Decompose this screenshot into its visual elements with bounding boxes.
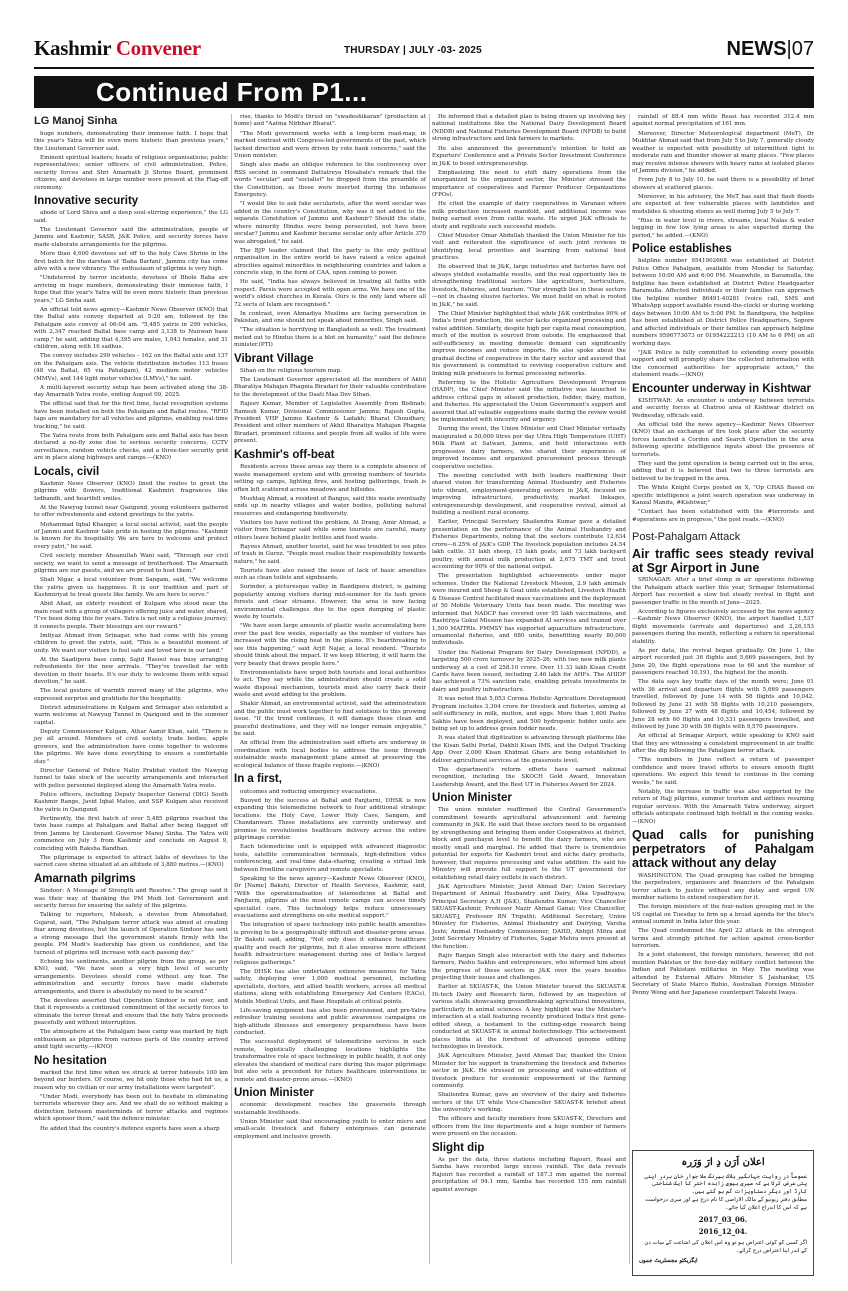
paragraph: The successful deployment of telemedicine services in such remote, logistically challenging locations highlights the transformative role of space technology in public health, it not only elevates the standard of medical care during this major pilgrimage but also sets a precedent for future healthcare interventions in remote and disaster-prone areas.—(KNO) [234, 1039, 426, 1083]
paragraph: Union Minister said that encouraging youth to enter micro and small-scale livestock and fishery enterprises can generate employment and inclusive growth. [234, 1118, 426, 1140]
paragraph: Rajeev Kumar, Member of Legislative Assembly from Bishnah; Ramesh Kumar, Divisional Commissioner Jammu; Rajesh Gupta, President VHP Jammu Kashmir & Ladakh; Bharat Choudhary, President and other members of Akhil Bharatiya Mahajan Phagnia Biradari, prominent citizens and people from all walks of life were present. [234, 401, 426, 445]
paragraph: He added that the country's defence exports have seen a sharp [40, 1125, 220, 1132]
paragraph: "Rise in water level in rivers, streams, local Nalas & water logging in few low lying areas is also expected during the period," he added.—(KNO) [632, 217, 814, 239]
paragraph: An official from the administration said efforts are underway in coordination with local bodies to address the issue through sustainable waste management plans aimed at preserving the ecological balance of these fragile regions.—(KNO) [234, 740, 426, 769]
paragraph: Earlier at SKUAST-K, the Union Minister toured the SKUAST-K Hi-tech Dairy and Research farm, followed by an inspection of various stalls showcasing groundbreaking agricultural innovations, particularly in animal sciences. A key highlight was the Minister's interaction at a stall featuring recently produced India's first gene-edited sheep, a testament to the cutting-edge research being conducted at SKUAST-K in animal biotechnology. This achievement places India at the forefront of advanced genome editing technologies in livestock. [432, 984, 626, 1051]
dateline: THURSDAY | JULY -03- 2025 [344, 45, 482, 56]
paragraph: "J&K Police is fully committed to extending every possible support and will promptly share the collected information with the concerned authorities for appropriate action," the statement reads.—(KNO) [632, 349, 814, 379]
paragraph: The Chief Minister highlighted that while J&K contributes 90% of India's trout production, the sector lacks organized processing and value addition. Similarly, despite high per capita meat consumption, much of the mutton is sourced from outside. He emphasized that self-sufficiency in meeting domestic demand can significantly improve incomes and reduce imports. He also spoke about the gradual decline of cooperatives in the dairy sector and assured that his government is committed to reviving cooperative culture and linking milk producers to formal processing networks. [432, 310, 626, 377]
paragraph: Tourists have also raised the issue of lack of basic amenities such as clean toilets and signboards. [234, 567, 426, 582]
public-notice [632, 1150, 814, 1276]
paragraph: Singh also made an oblique reference to the controversy over RSS second in command Dattatreya Hosabale's remark that the words "secular" and "socialist" be dropped from the preamble of the Constitution, as those were inserted during the infamous Emergency. [234, 162, 426, 199]
story-headline: Slight dip [432, 1141, 485, 1154]
paragraph: Civil society member Ahsanullah Wani said, "Through our civil society, we want to send a message of brotherhood. The Amarnath pilgrims are our guests, and we are proud to host them." [34, 553, 228, 574]
paragraph: Buoyed by the success at Baltal and Panjtarni, DHSK is now expanding this telemedicine network to four additional strategic locations: the Holy Cave, Lower Holy Cave, Sangam, and Chandanwari. These installations are currently underway and promise to revolutionise healthcare delivery across the entire pilgrimage corridor. [234, 797, 426, 842]
paragraph: Pertinently, the first batch of over 5,485 pilgrims reached the twin base camps at Pahalgam and Baltal after being flagged off from Jammu by Lieutenant Governor Manoj Sinha. The Yatra will commence on July 3 from Kashmir and conclude on August 9, coinciding with Raksha Bandhan. [34, 815, 228, 852]
paragraph: The data says key traffic days of the month were; June 01 with 36 arrival and departure flights with 5,669 passengers travelled, followed by June 14 with 58 flights and 10,042, followed by June 21 with 58 flights with 10,210 passengers, followed by June 27 with 48 flights and 10,454, followed by June 28 with 60 flights and 10,331 passengers travelled, and followed by June 30 with 56 flights with 9,570 passengers. [632, 679, 814, 731]
paragraph: J&K Agriculture Minister, Javid Ahmad Dar; Union Secretary Department of Animal Husbandry and Dairy, Alka Upadhyaya; Principal Secretary A,H (J&K), Shailendra Kumar; Vice Chancellor SKUAST-Kashmir, Professor Nazir Ahmad Ganai; Vice Chancellor, SKUAST-J, Professor BN Tripathi; Additional Secretary, Union Ministry for Fisheries, Animal Husbandry and Dairying, Varsha Joshi; Animal Husbandry Commissioner, DAHD, Abhijit Mitra and Joint Secretary Ministry of Fisheries, Sagar Mehra were present at the function. [432, 883, 626, 950]
paragraph: WASHINGTON: The Quad grouping has called for bringing the perpetrators, organisers and financiers of the Pahalgam terror attack to justice without any delay and urged UN member nations to extend cooperation for it. [632, 872, 814, 902]
paragraph: Surinder, a picturesque valley in Bandipora district, is gaining popularity among visitors during mid-summer for its lush green forests and clear streams. However, the area is now facing environmental challenges due to the open dumping of plastic waste by tourists. [234, 584, 426, 621]
notice-text: اگر کسی کو کوئی اعتراض ہو تو وہ اس اعلان کی اشاعت کے سات دن کے اندر اپنا اعتراض درج کرائے۔ [644, 1239, 807, 1254]
column-3 [432, 114, 626, 1196]
paragraph: Shailendra Kumar, gave an overview of the dairy and fisheries sectors of the UT while Vice-Chancellor SKUAST-K briefed about the university's working. [432, 1092, 626, 1114]
paragraph: Chief Minister Omar Abdullah thanked the Union Minister for his visit and reiterated the significance of such joint reviews in identifying local priorities and learning from national best practices. [432, 232, 626, 262]
paragraph: Life-saving equipment has also been provisioned, and pre-Yatra refresher training sessions and public awareness campaigns on high-altitude illnesses and emergency preparedness have been conducted. [234, 1007, 426, 1037]
paragraph: Residents across these areas say there is a complete absence of waste management system and with growing numbers of tourists setting up camps, lighting fires, and hosting gatherings, trash is often left scattered across meadows and hillsides. [234, 464, 426, 493]
story-headline: Amarnath pilgrims [34, 872, 136, 885]
paragraph: As per the data, three stations including Rajouri, Reasi and Samba have recorded large excess rainfall. The data reveals Rajouri has recorded a rainfall of 187.3 mm against the normal precipitation of 94.1 mm, Samba has recorded 155 mm rainfall against average [432, 1156, 626, 1193]
paragraph: "The Modi government works with a long-term road-map, in marked contrast with Congress-led governments of the past, which lacked direction and were driven by vote bank concerns," said the Union minister. [234, 130, 426, 160]
paragraph: helpline number 9541902668 was established at District Police Office Pahalgam, available from Monday to Saturday, between 10:00 AM and 6:00 PM. Meanwhile, in Baramulla, the helpline has been established at District Police Headquarter Baramulla. Affected individuals or their families can approach the helpline number 86491-40281 (voice call, SMS and WhatsApp support available round-the-clock) or during working days between 10:00 AM to 5:00 PM. In Bandipora, the helpline has been established at District Police Headquarters, Sopore and affected individuals or their families can approach helpline numbers 9596773073 or 01954222213 (10 AM to 6 PM) on all working days. [632, 258, 814, 347]
paragraph: Abid Ahad, an elderly resident of Kulgam who stood near the main road with a group of villagers offering juice and water, shared, "I've been doing this for years. Yatra is not only a religious journey; it connects people. Their blessings are our reward." [34, 601, 228, 630]
paragraph: The convoy includes 299 vehicles – 162 on the Baltal axis and 137 on the Pahalgam axis. The vehicle distribution includes 113 buses (48 via Baltal, 65 via Pahalgam), 42 medium motor vehicles (MMVs), and 144 light motor vehicles (LMVs)," he said. [34, 353, 228, 382]
story-headline: Locals, civil [34, 465, 100, 478]
paragraph: Emphasizing the need to shift dairy operations from the unorganized to the organized sector, the Minister stressed the importance of cooperatives and Farmer Producer Organizations (FPOs). [432, 169, 626, 199]
story-headline: No hesitation [34, 1054, 107, 1067]
paragraph: abode of Lord Shiva and a deep soul-stirring experience," the LG said. [34, 210, 228, 224]
story-headline: Quad calls for punishing perpetrators of Pahalgam attack without any delay [632, 828, 814, 870]
section-divider: | [786, 38, 792, 60]
column-2 [234, 114, 426, 1143]
paragraph: marked the first time when we struck at terror hideouts 100 km beyond our borders. Of course, we hit only those who had hit us, a reason why no civilian or our army installations were targeted". [34, 1069, 228, 1091]
paragraph: The Lieutenant Governor said the administration, people of Jammu and Kashmir, SASB, J&K Police, and security forces have made elaborate arrangements for the pilgrims. [34, 226, 228, 248]
paragraph: The meeting concluded with both leaders reaffirming their shared vision for transforming Animal Husbandry and Fisheries into vibrant, employment-generating sectors in J&K, focused on improving infrastructure, productivity, market linkages, entrepreneurship development, and cooperative revival, aimed at building a resilient rural economy. [432, 472, 626, 517]
paragraph: The pilgrimage is expected to attract lakhs of devotees to the sacred cave shrine situated at an altitude of 3,880 metres.—(KNO) [34, 854, 228, 869]
paragraph: The integration of space technology into public health amenities is proving to be a geographically difficult and disaster-prone areas. Dr Bakshi said, adding, "Not only does it enhance healthcare quality and reach for pilgrims, but it also ensures more efficient health infrastructure management during one of India's largest religious gatherings." [234, 922, 426, 966]
notice-reference: 2016_12_04. [698, 1227, 748, 1237]
paragraph: The White Knight Corps posted on X, "Op CHAS Based on specific intelligence a joint search operation was underway in Kanzal Mandu, #Kishtwar," [632, 485, 814, 506]
paragraph: economic development reaches the grassroots through sustainable livelihoods. [234, 1102, 426, 1116]
paragraph: More than 4,600 devotees set off to the holy Cave Shrine in the first batch for the darshan of 'Baba Barfani', Jammu city has come alive with a new vibrancy. The enthusiasm of pilgrims is very high. [34, 251, 228, 272]
paragraph: According to figures exclusively accessed by the news agency—Kashmir News Observer (KNO), the airport handled 1,537 flight movements (arrivals and departures) and 2,26,153 passengers during the month, reflecting a return to operational stability. [632, 608, 814, 645]
paragraph: Environmentalists have urged both tourists and local authorities to act. They say while the administration should create a solid waste disposal mechanism, tourists must also carry back their waste and avoid adding to the problem. [234, 669, 426, 699]
paragraph: A multi-layered security setup has been activated along the 38-day Amarnath Yatra route, ending August 09, 2025. [34, 384, 228, 399]
story-headline: Union Minister [234, 1087, 314, 1100]
paragraph: In contrast, even Ahmadiya Muslims are facing persecution in Pakistan, and one should not speak about minorities, Singh said. [234, 310, 426, 325]
paragraph: He said, "India has always believed in treating all faiths with respect. Parsis were accepted with open arms. We have one of the world's oldest churches in Kerala. Ours is the only land where all 72 sects of Islam are recognised." [234, 279, 426, 308]
paragraph: At the Nawyug tunnel near Qazigund, young volunteers gathered to offer refreshments and extend greetings to the yatris. [34, 504, 228, 519]
brand-part1: Kashmir [34, 36, 111, 60]
page-number: 07 [791, 38, 814, 60]
paragraph: The DHSK has also undertaken extensive measures for Yatra safety, deploying over 1,000 medical personnel, including specialists, doctors, and allied health workers, across all medical stations, along with establishing Emergency Aid Centers (EACs), Mobile Medical Units, and Base Hospitals at critical points. [234, 968, 426, 1005]
masthead [34, 36, 814, 66]
paragraph: "I would like to ask fake secularists, after the word secular was added in the country's Constitution, why was it not added to the separate Constitution of Jammu and Kashmir? Should the state, where minority Hindus were being persecuted, not have been secular? Jammu and Kashmir became secular only after Article 370 was abrogated," he said. [234, 201, 426, 245]
paragraph: Rayees Ahmad, another tourist, said he was troubled to see piles of trash in Gurez. "People must realise their responsibility towards nature," he said. [234, 543, 426, 565]
paragraph: Talking to reporters, Mukesh, a devotee from Ahmedabad, Gujarat, said, "The Pahalgam terror attack was aimed at creating fear among devotees, but the launch of Operation Sindoor has sent a strong message that the government stands firmly with the people. PM Modi's leadership has given us confidence, and the turnout of pilgrims will increase with each passing day." [34, 912, 228, 956]
masthead-rule [34, 67, 814, 69]
paragraph: Police officers, including Deputy Inspector General (DIG) South Kashmir Range, Javid Iqbal Matoo, and SSP Kulgam also received the yatris in Qazigund. [34, 791, 228, 813]
story-headline: Police establishes [632, 243, 732, 256]
paragraph: "The situation is horrifying in Bangladesh as well. The treatment meted out to Hindus there is a blot on humanity," said the defence minister.(PTI) [234, 327, 426, 349]
paragraph: Earlier, Principal Secretary Shailendra Kumar gave a detailed presentation on the performance of the Animal Husbandry and Fisheries Departments, noting that the sectors contribute 12,634 crore—6.25% of J&K's GDP. The livestock population includes 24.54 lakh cattle, 31 lakh sheep, 15 lakh goats, and 73 lakh backyard poultry, with annual milk production at 2,675 TMT and trout accounting for 90% of the national output. [432, 519, 626, 571]
paragraph: The official said that for the first time, facial recognition systems have been installed on both the Pahalgam and Baltal routes. "RFID tags are mandatory for all vehicles and pilgrims, enabling real-time tracking," he said. [34, 401, 228, 430]
story-headline: Innovative security [34, 195, 139, 208]
paragraph: It was noted that 5,053 Corona Holistic Agriculture Development Program includes 3,304 crore for livestock and fisheries, aiming at self-sufficiency in milk, mutton, and eggs. More than 1,600 Pashu Sakhis have been deployed, and 500 hydroponic fodder units are being set up to address green fodder needs. [432, 696, 626, 732]
paragraph: The department's reform efforts have earned national recognition, including the SKOCH Gold Award, Innovation Leadership Award, and the Best UT in Fisheries Award for 2024. [432, 766, 626, 788]
paragraph: The Yatra route from both Pahalgam axis and Baltal axis has been declared a no-fly zone due to serious security concerns, CCTV surveillance, random vehicle checks, and a three-tier security grid are in place along highways and camps.—(KNO) [34, 432, 228, 462]
paragraph: SRINAGAR: After a brief slump in air operations following the Pahalgam attack earlier this year, Srinagar International Airport has recorded a slow but steady revival in flight and passenger traffic in the month of June—2025. [632, 577, 814, 606]
paragraph: It was stated that digitization is advancing through platforms like the Kisan Sathi Portal, Dakhli Kisan IMS, and the Output Tracking App. Over 2,000 Kisan Khidmat Ghars are being established to deliver agricultural services at the grassroots level. [432, 735, 626, 764]
paragraph: He also announced the government's intention to hold an Exporters' Conference and a Private Sector Investment Conference in J&K to boost entrepreneurship. [432, 145, 626, 167]
paragraph: Mohammad Iqbal Khanger, a local social activist, said the people of Jammu and Kashmir take pride in hosting the pilgrims. "Kashmir is known for its hospitality. We are here to welcome and protect every yatri," he said. [34, 521, 228, 550]
notice-text: مطابق دفتر ریونیو کے مالک الاراضی کا نام درج ہے اور میری درخواست ہے کہ اس کا اندراج اعلان کیا جائے۔ [645, 1197, 807, 1212]
story-kicker: Post-Pahalgam Attack [632, 531, 741, 544]
paragraph: He observed that in J&K, large industries and factories have not always yielded sustainable results, and the real opportunity lies in strengthening traditional sectors like agriculture, horticulture, livestock, fisheries, and tourism. "Our strength lies in these sectors—not in chasing elusive factories. We must build on what is rooted in J&K," he said. [432, 264, 626, 308]
column-4 [632, 114, 814, 999]
paragraph: The foreign ministers of the four-nation grouping met in the US capital on Tuesday to firm up a broad agenda for the bloc's annual summit in India later this year. [632, 904, 814, 926]
paragraph: Mushtaq Ahmad, a resident of Bangus, said this waste eventually ends up in nearby villages and water bodies, polluting natural resources and endangering biodiversity. [234, 495, 426, 517]
section-tag [727, 38, 814, 61]
paragraph: Notably, the increase in traffic was also supported by the return of Hajj pilgrims, summer tourism and airlines resuming regular services. With the Amarnath Yatra underway, airport officials anticipate continued high footfall in the coming weeks.—(KNO) [632, 788, 814, 825]
story-byline: LG Manoj Sinha [34, 115, 118, 127]
paragraph: Echoing his sentiments, another pilgrim from the group, as per KNO, said, "We have seen a very high level of security arrangements. Devotees should come without any fear. The administration and security forces have made elaborate arrangements, and there is absolutely no need to be scared." [34, 958, 228, 995]
paragraph: Sindoor: A Message of Strength and Resolve." The group said it was their way of thanking the PM Modi led Government and security forces for ensuring the safety of the pilgrims. [34, 888, 228, 910]
paragraph: Shah Nigar, a local volunteer from Sangam, said, "We welcome the yatris given us happiness. It is our tradition and part of Kashmiriyat to treat guests like family. We are here to serve." [34, 577, 228, 599]
paragraph: The BJP leader claimed that the party is the only political organisation in the entire world to have raised a voice against atrocities against minorities in neighbouring countries and taken a concrete step, in the form of CAA, upon coming to power. [234, 247, 426, 277]
paragraph: outcomes and reducing emergency evacuations. [240, 788, 378, 795]
paragraph: huge numbers, demonstrating their immense faith. I hope that this year's Yatra will be even more historic than previous years," the Lieutenant Governor said. [34, 130, 228, 152]
paragraph: Moreover, in his advisory, the MeT has said that flash floods are expected at few vulnerable places with landslides and mudslides & shooting stones as well during July 5 to July 7. [632, 193, 814, 215]
column-divider [231, 114, 232, 1264]
paragraph: The Quad condemned the April 22 attack in the strongest terms and strongly pitched for action against cross-border terrorism. [632, 928, 814, 950]
column-divider [629, 114, 630, 1264]
paragraph: From July 8 to July 10, he said there is a possibility of brief showers at scattered places. [632, 177, 814, 191]
paragraph: The Lieutenant Governor appreciated all the members of Akhil Bharatiya Mahajan Phagnia Biradari for their valuable contribution to the development of the Daati Maa Dev Sthan. [234, 376, 426, 398]
continued-banner: Continued From P1... [34, 76, 814, 108]
paragraph: The presentation highlighted achievements under major schemes. Under the National Livestock Mission, 2.9 lakh animals were insured and Sheep & Goat units established, Livestock Health & Disease Control facilitated mass vaccinations and the deployment of 50 Mobile Veterinary Units has been made. The meeting was informed that NADCP has covered over 95 lakh vaccinations, and Rashtriya Gokul Mission has expanded AI services and trained over 1,500 MAITRIs. PMMSY has supported aquaculture infrastructure, ornamental fisheries, and 680 units, benefitting nearly 80,000 individuals. [432, 573, 626, 647]
paragraph: Rajiv Ranjan Singh also interacted with the dairy and fisheries farmers, Pashu Sakhis and entrepreneurs, who informed him about the progress of these sectors in J&K over the years besides projecting their issues and challenges. [432, 952, 626, 982]
paragraph: During the event, the Union Minister and Chief Minister virtually inaugurated a 50,000 litres per day Ultra High Temperature (UHT) Milk Plant at Satwari, Jammu, and held interactions with progressive dairy farmers, who shared their experiences of improved incomes and organized procurement process through cooperative societies. [432, 426, 626, 470]
notice-text: عموماً در روایت جہانگیر بلاک ہیرنگ ملا جوار خان بردر اپنی پتی عرض کرتا ہے کہ میری بیوی زاہدہ اختر کا ایک شناختی کارڈ اور دیگر دستاویزات گم ہو گئے ہیں۔ [644, 1173, 807, 1196]
paragraph: Shakir Ahmad, an environmental activist, said the administration and the public must work together to find solutions to this growing issue. "If the trend continues, it will damage these clean and peaceful destinations, and they will no longer remain enjoyable," he said. [234, 701, 426, 738]
notice-reference: 2017_03_06. [698, 1215, 748, 1225]
paragraph: Speaking to the news agency—Kashmir News Observer (KNO), Dr [Name] Bakshi, Director of Health Services, Kashmir, said, "With the operationalisation of telemedicine at Baltal and Panjtarni, pilgrims at the most remote camps can access timely specialist care, This technology helps reduce unnecessary evacuations and strengthens on-site medical support." [234, 875, 426, 920]
story-headline: Vibrant Village [234, 352, 314, 365]
paragraph: "Contact has been established with the #terrorists and #operations are in progress," the post reads.—(KNO) [632, 509, 814, 523]
paragraph: District administrations in Kulgam and Srinagar also extended a warm welcome at Nawyug Tunnel in Qazigund and in the summer capital. [34, 704, 228, 726]
column-divider [429, 114, 430, 1264]
paragraph: The officers and faculty members from SKUAST-K, Directors and officers from the line departments and a huge number of farmers were present on the occasion. [432, 1116, 626, 1138]
paragraph: They said the joint operation is being carried out in the area, adding that it is believed that two to three terrorists are believed to be trapped in the area. [632, 460, 814, 482]
paragraph: Sihan on the religious tourism map. [240, 367, 342, 374]
paragraph: Kashmir News Observer (KNO) lined the routes to greet the pilgrims with flowers, traditional Kashmiri fragrances like Izdbandh, and heartfelt smiles. [34, 480, 228, 502]
paragraph: Referring to the Holistic Agriculture Development Program (HADP), the Chief Minister said the initiative was launched to address critical gaps in oilseed production, fodder, dairy, mutton, and fisheries. He appreciated the Union Government's support and assured that all valuable suggestions made during the review would be implemented with sincerity and urgency. [432, 379, 626, 424]
paragraph: In a joint statement, the foreign ministers, however, did not mention Pakistan or the four-day military conflict between the Indian and Pakistani militaries in May. The meeting was attended by External Affairs Minister S Jaishankar, US Secretary of State Marco Rubio, Australian Foreign Minister Penny Wong and her Japanese counterpart Takeshi Iwaya. [632, 952, 814, 996]
paragraph: "Undeterred by terror incidents, devotees of Bhole Baba are arriving in huge numbers, demonstrating their immense faith, I hope that this year's Yatra will be even more historic than previous years," LG Sinha said. [34, 275, 228, 304]
paragraph: Imtiyaz Ahmad from Srinagar, who had come with his young children to greet the yatris, said, "This is a beautiful moment of unity. We want our visitors to feel safe and loved here in our land." [34, 632, 228, 654]
story-headline: Union Minister [432, 792, 512, 805]
paragraph: KISHTWAR: An encounter is underway between terrorists and security forces at Chatroo area of Kishtwar district on Wednesday, officials said. [632, 397, 814, 419]
paragraph: The union minister reaffirmed the Central Government's commitment towards agricultural advancement and farming community in J&K. He said that these sectors need to be organised by strengthening and bringing them under Cooperatives at district, block and panchayat level to benefit the dairy farmers, who are mostly small and marginal. He added that there is tremendous potential for exports for Kashmiri trout and niche dairy products, however, that requires processing and value addition. He said his Ministry will provide full support to the UT government for establishing retail dairy outlets in each district. [432, 807, 626, 881]
paragraph: Under the National Program for Dairy Development (NPDD), a targeting 500 crore turnover by 2025–26, with two new milk plants underway at a cost of 258.10 crore. Over 11.33 lakh Kisan Credit Cards have been issued, including 2.46 lakh for AHFs. The AHIDF has achieved a 73% sanction rate, enabling private investments in dairy and poultry infrastructure. [432, 649, 626, 693]
paragraph: As per data, the revival began gradually. On June 1, the airport recorded just 36 flights and 5,669 passengers, but by June 20, the flight operations rose to 60 and the number of passengers reached 10,191, the highest for the month. [632, 647, 814, 677]
paragraph: The atmosphere at the Pahalgam base camp was marked by high enthusiasm as pilgrims from various parts of the country arrived amid tight security.—(KNO) [34, 1029, 228, 1051]
column-1 [34, 114, 228, 1135]
paragraph: Visitors too have noticed the problem. At Drang, Amir Ahmad, a visitor from Srinagar said while some tourists are careful, many others leave behind plastic bottles and food waste. [234, 519, 426, 541]
paragraph: J&K Agriculture Minister, Javid Ahmad Dar, thanked the Union Minister for his support in transforming the livestock and fisheries sector in J&K. He stressed on processing and value-addition of livestock produce for economic empowerment of the farming community. [432, 1053, 626, 1090]
paragraph: An official told the news agency—Kashmir News Observer (KNO) that an exchange of fire took place after the security forces launched a Cordon and Search Operation in the area following specific intelligence inputs about the presence of terrorists. [632, 421, 814, 458]
paragraph: Director General of Police Nalin Prabhat visited the Nawyug tunnel to take stock of the security arrangements and interacted with police personnel deployed along the Amarnath Yatra route. [34, 767, 228, 789]
paragraph: rainfall of 88.4 mm while Reasi has recorded 312.4 mm against normal precipitation of 161 mm. [632, 114, 814, 128]
paragraph: An official told news agency—Kashmir News Observer (KNO) that the Baltal axis convoy departed at 5:20 am, followed by the Pahalgam axis convoy at 06:04 am. "5,485 yatris in 299 vehicles, with 2,347 reached Baltal base camp and 3,138 to Nunwan base camp," he said, adding that 4,395 are males, 1,043 females, and 31 children, along with 16 sadhus. [34, 306, 228, 351]
paragraph: An official at Srinagar Airport, while speaking to KNO said that they are witnessing a consistent improvement in air traffic after the dip following the Pahalgam terror attack. [632, 733, 814, 755]
brand-part2: Convener [115, 36, 201, 60]
paragraph: "We have seen large amounts of plastic waste accumulating here over the past few weeks, especially as the number of visitors has increased with the rising heat in the plains. It's heartbreaking to see this happening," said Arjit Najar, a local resident. "Tourists should think about the impact. If we keep littering, it will harm the very beauty that draws people here." [234, 623, 426, 667]
paragraph: He cited the example of dairy cooperatives in Varanasi where milk production increased manifold, and additional income was being earned even from cattle waste. He urged J&K officials to study and replicate such successful models. [432, 201, 626, 230]
section-name: NEWS [726, 38, 787, 60]
paragraph: The devotees asserted that Operation Sindoor is not over, and that it represents a continued commitment of the security forces to eliminate the terror threat and ensure that the holy Yatra proceeds peacefully and without interruption. [34, 997, 228, 1027]
paragraph: Deputy Commissioner Kulgam, Athar Aamir Khan, said, "There is joy all around. Members of civil society, trade bodies, apple growers, and the administration have come together to welcome the pilgrims. We have done everything to ensure a comfortable stay." [34, 728, 228, 765]
paragraph: He informed that a detailed plan is being drawn up involving key national institutions like the National Dairy Development Board (NDDB) and National Fisheries Development Board (NFDB) to build strong infrastructure and link farmers to markets. [432, 114, 626, 143]
story-headline: Air traffic sees steady revival at Sgr Airport in June [632, 546, 814, 575]
paragraph: Moreover, Director Meteorological department (MeT), Dr Mukhtar Ahmad said that from July 5 to July 7, generally cloudy weather is expected with possibility of intermittent light to moderate rain and thunder shower at many places. "Few places may receive intense showers with heavy rains at isolated places of Jammu division," he added. [632, 130, 814, 174]
paragraph: "The numbers in June reflect a return of passenger confidence and more travel efforts to ensure smooth flight operations. We expect this trend to continue in the coming weeks," he said. [632, 757, 814, 786]
notice-title: اعلان اَرَن دِ ارَ وَرَرہ [681, 1157, 765, 1168]
paragraph: "Under Modi, everybody has been out to hesitate in eliminating terrorists wherever they are. And we shall do so without making a distinction between masterminds of terror attacks and regimes which sponsor them," said the defence minister. [34, 1093, 228, 1123]
story-headline: Kashmir's off-beat [234, 448, 335, 461]
paragraph: rise, thanks to Modi's thrust on "swadeshikaran" (production at home) and "Aatma Nirbhar Bharat". [234, 114, 426, 128]
paragraph: The local gesture of warmth moved many of the pilgrims, who expressed surprise and gratitude for the hospitality. [34, 688, 228, 702]
brand-logo [34, 36, 201, 61]
story-headline: In a first, [234, 773, 282, 786]
paragraph: Eminent spiritual leaders; heads of religious organisations; public representatives; senior officers of civil administration, Police, security forces and Shri Amarnath Ji Shrine Board, prominent citizens, and devotees in large number were present at the Flag-off ceremony. [34, 154, 228, 191]
paragraph: Each telemedicine unit is equipped with advanced diagnostic tools, satellite communication terminals, high-definition video conferencing, and real-time data-sharing, creating a virtual link between frontline caregivers and remote specialists. [234, 844, 426, 873]
paragraph: At the Saadipora base camp, Sajid Rasool was busy arranging refreshments for the new arrivals. "They've travelled far with devotion in their hearts. It's our duty to welcome them with equal devotion," he said. [34, 656, 228, 686]
notice-signature: ایگزیکٹو مجسٹریٹ جموں [639, 1257, 698, 1264]
story-headline: Encounter underway in Kishtwar [632, 382, 811, 395]
